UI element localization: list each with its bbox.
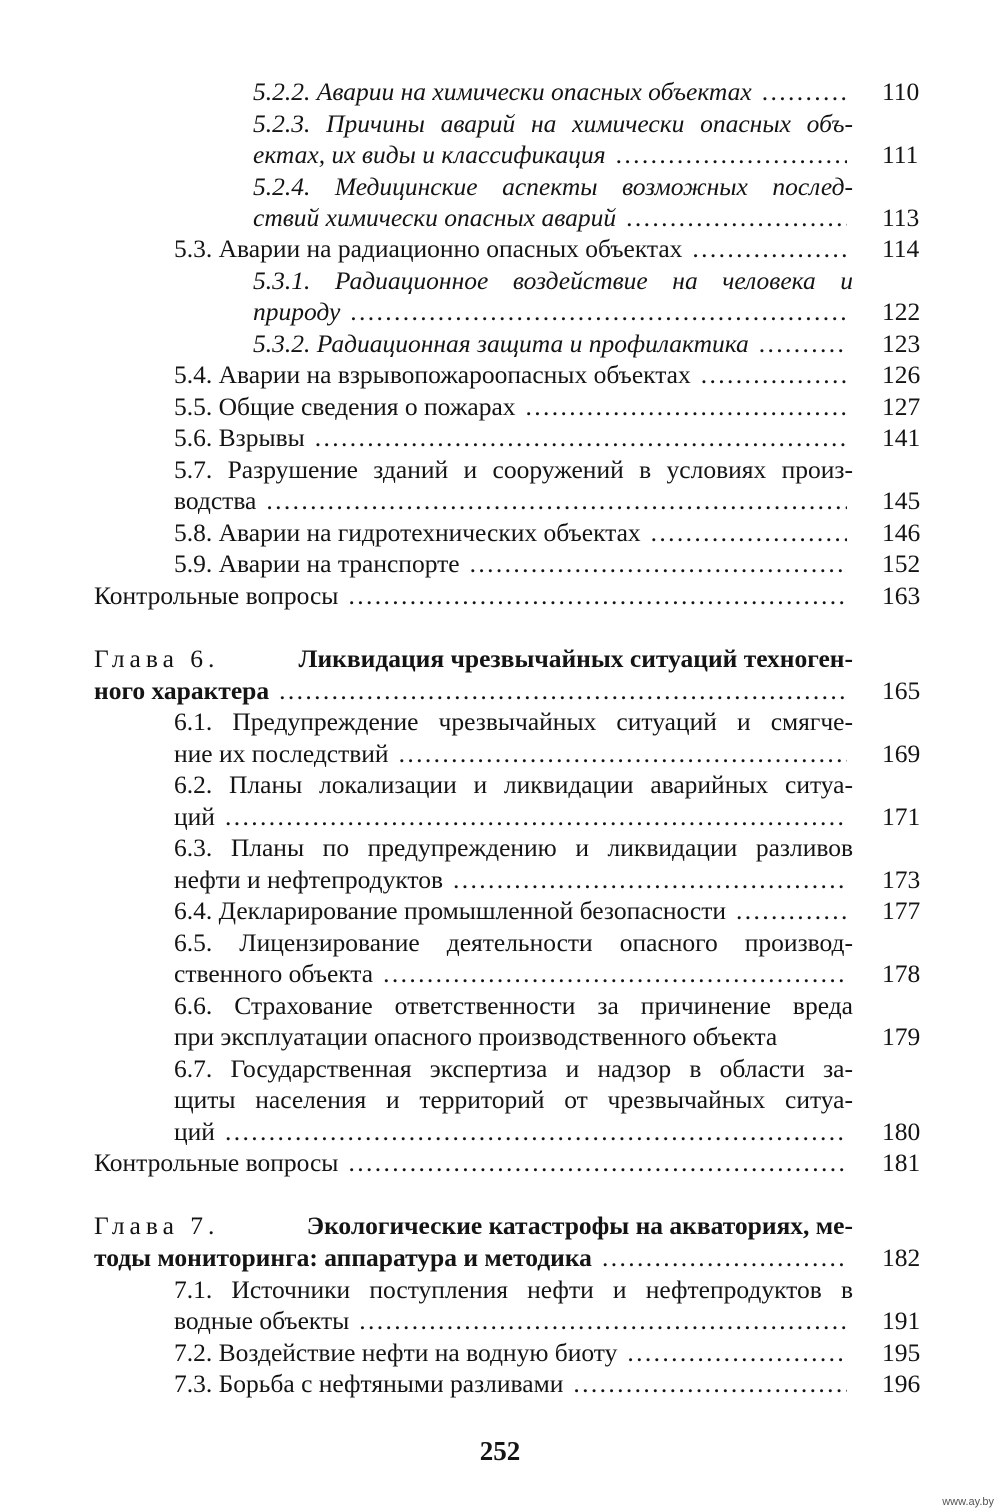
chapter-label: Глава 7. [94,1211,220,1240]
toc-entry-title: 5.2.3. Причины аварий на химически опасных объ- [253,109,853,138]
toc-entry [174,832,853,863]
toc-entry-title: 5.2.2. Аварии на химически опасных объектах [253,77,752,106]
toc-page-number: 152 [882,549,921,578]
toc-page-number: 173 [882,865,921,894]
toc-entry-title: водства [174,486,257,515]
toc-page-number: 146 [882,518,921,547]
toc-entry [253,76,853,107]
toc-entry [94,580,853,611]
toc-entry-title: Контрольные вопросы [94,1148,339,1177]
toc-entry [174,233,853,264]
toc-entry-continuation [174,1084,853,1115]
dot-leader [626,202,847,233]
toc-entry-title: 5.6. Взрывы [174,423,305,452]
dot-leader [616,139,847,170]
toc-entry-continuation [174,1116,853,1147]
toc-entry [174,990,853,1021]
dot-leader [279,675,847,706]
toc-entry-title: щиты населения и территорий от чрезвычайных ситуа- [174,1085,853,1114]
toc-entry-title: Контрольные вопросы [94,581,339,610]
page-number: 252 [479,1436,521,1466]
toc-entry [174,1274,853,1305]
dot-leader [692,233,847,264]
toc-page-number: 110 [882,77,920,106]
dot-leader [453,864,847,895]
toc-entry-continuation [174,801,853,832]
toc-entry [174,769,853,800]
toc-entry [174,548,853,579]
toc-entry [253,171,853,202]
toc-entry [94,1147,853,1178]
toc-entry-continuation [174,1305,853,1336]
toc-entry-title: 6.5. Лицензирование деятельности опасного производ- [174,928,853,957]
toc-page-number: 196 [882,1369,921,1398]
toc-page-number: 180 [882,1117,921,1146]
toc-page-number: 177 [882,896,921,925]
dot-leader [573,1368,847,1399]
toc-entry [174,706,853,737]
toc-entry-title: 6.6. Страхование ответственности за причинение вреда [174,991,853,1020]
toc-entry-title: 7.3. Борьба с нефтяными разливами [174,1369,564,1398]
toc-page-number: 165 [882,676,921,705]
toc-entry-continuation [253,296,853,327]
dot-leader [470,548,847,579]
toc-entry-title: водные объекты [174,1306,350,1335]
chapter-title: ного характера [94,676,270,705]
toc-entry-title: 5.8. Аварии на гидротехнических объектах [174,518,641,547]
toc-entry-title: 6.4. Декларирование промышленной безопасности [174,896,727,925]
toc-entry [253,265,853,296]
dot-leader [266,485,847,516]
toc-entry-title: 5.4. Аварии на взрывопожароопасных объектах [174,360,691,389]
toc-entry-continuation [174,958,853,989]
toc-page-number: 141 [882,423,921,452]
toc-page-number: 111 [882,140,919,169]
dot-leader [225,801,847,832]
toc-entry [174,927,853,958]
toc-entry-title: 5.7. Разрушение зданий и сооружений в условиях произ- [174,455,853,484]
toc-page-number: 181 [882,1148,921,1177]
toc-entry [253,108,853,139]
toc-entry-continuation [174,738,853,769]
toc-entry-title: 7.1. Источники поступления нефти и нефтепродуктов в [174,1275,853,1304]
toc-page-number: 122 [882,297,921,326]
dot-leader [762,76,847,107]
toc-entry-title: 6.3. Планы по предупреждению и ликвидации разливов [174,833,853,862]
toc-page-number: 191 [882,1306,921,1335]
toc-entry [253,328,853,359]
dot-leader [359,1305,847,1336]
toc-entry-title: 6.7. Государственная экспертиза и надзор в области за- [174,1054,853,1083]
toc-entry [174,359,853,390]
toc-entry [174,454,853,485]
toc-entry [174,1053,853,1084]
toc-page-number: 182 [882,1243,921,1272]
toc-entry [174,895,853,926]
toc-entry-title: 5.9. Аварии на транспорте [174,549,460,578]
toc-entry-title: 5.3.2. Радиационная защита и профилактика [253,329,749,358]
toc-entry-continuation [174,485,853,516]
dot-leader [651,517,847,548]
toc-page-number: 123 [882,329,921,358]
chapter-label: Глава 6. [94,644,220,673]
toc-entry [174,1337,853,1368]
toc-entry [174,517,853,548]
toc-entry-title: природу [253,297,341,326]
toc-entry-title: ственного объекта [174,959,374,988]
toc-entry-title: ствий химически опасных аварий [253,203,617,232]
dot-leader [602,1242,847,1273]
dot-leader [383,958,847,989]
toc-entry-title: 5.3. Аварии на радиационно опасных объектах [174,234,683,263]
toc-entry-continuation [253,202,853,233]
toc-entry-continuation [253,139,853,170]
toc-entry-title: ций [174,802,215,831]
dot-leader [348,580,847,611]
toc-entry-title: при эксплуатации опасного производственного объекта [174,1022,778,1051]
chapter-heading [94,643,853,674]
toc-entry-title: 6.2. Планы локализации и ликвидации аварийных ситуа- [174,770,853,799]
toc-entry-continuation [174,1021,853,1052]
dot-leader [399,738,847,769]
toc-page-number: 169 [882,739,921,768]
dot-leader [350,296,847,327]
chapter-title: тоды мониторинга: аппаратура и методика [94,1243,592,1272]
toc-entry-title: 5.5. Общие сведения о пожарах [174,392,516,421]
toc-page-number: 163 [882,581,921,610]
chapter-heading [94,1210,853,1241]
toc-page-number: 178 [882,959,921,988]
toc-entry-title: 6.1. Предупреждение чрезвычайных ситуаций и смягче- [174,707,853,736]
chapter-heading-continuation [94,1242,853,1273]
dot-leader [627,1337,847,1368]
toc-entry-title: ектах, их виды и классификация [253,140,606,169]
toc-page-number: 113 [882,203,920,232]
toc-entry-title: нефти и нефтепродуктов [174,865,444,894]
dot-leader [736,895,847,926]
dot-leader [526,391,847,422]
dot-leader [348,1147,847,1178]
toc-entry-title: 5.3.1. Радиационное воздействие на человека и [253,266,853,295]
toc-entry [174,391,853,422]
dot-leader [759,328,847,359]
dot-leader [315,422,847,453]
toc-page-number: 126 [882,360,921,389]
toc-entry [174,1368,853,1399]
toc-entry [174,422,853,453]
dot-leader [225,1116,847,1147]
watermark: www.ay.by [942,1496,994,1508]
chapter-title: Экологические катастрофы на акваториях, ме- [306,1211,853,1240]
toc-page-number: 195 [882,1338,921,1367]
chapter-title: Ликвидация чрезвычайных ситуаций техноген- [298,644,853,673]
toc-entry-title: 5.2.4. Медицинские аспекты возможных послед- [253,172,853,201]
toc-entry-title: 7.2. Воздействие нефти на водную биоту [174,1338,618,1367]
toc-entry-continuation [174,864,853,895]
toc-page-number: 171 [882,802,921,831]
toc-page-number: 145 [882,486,921,515]
toc-entry-title: ций [174,1117,215,1146]
dot-leader [701,359,847,390]
chapter-heading-continuation [94,675,853,706]
toc-entry-title: ние их последствий [174,739,389,768]
toc-page-number: 127 [882,392,921,421]
toc-page-number: 179 [882,1022,921,1051]
toc-page-number: 114 [882,234,920,263]
